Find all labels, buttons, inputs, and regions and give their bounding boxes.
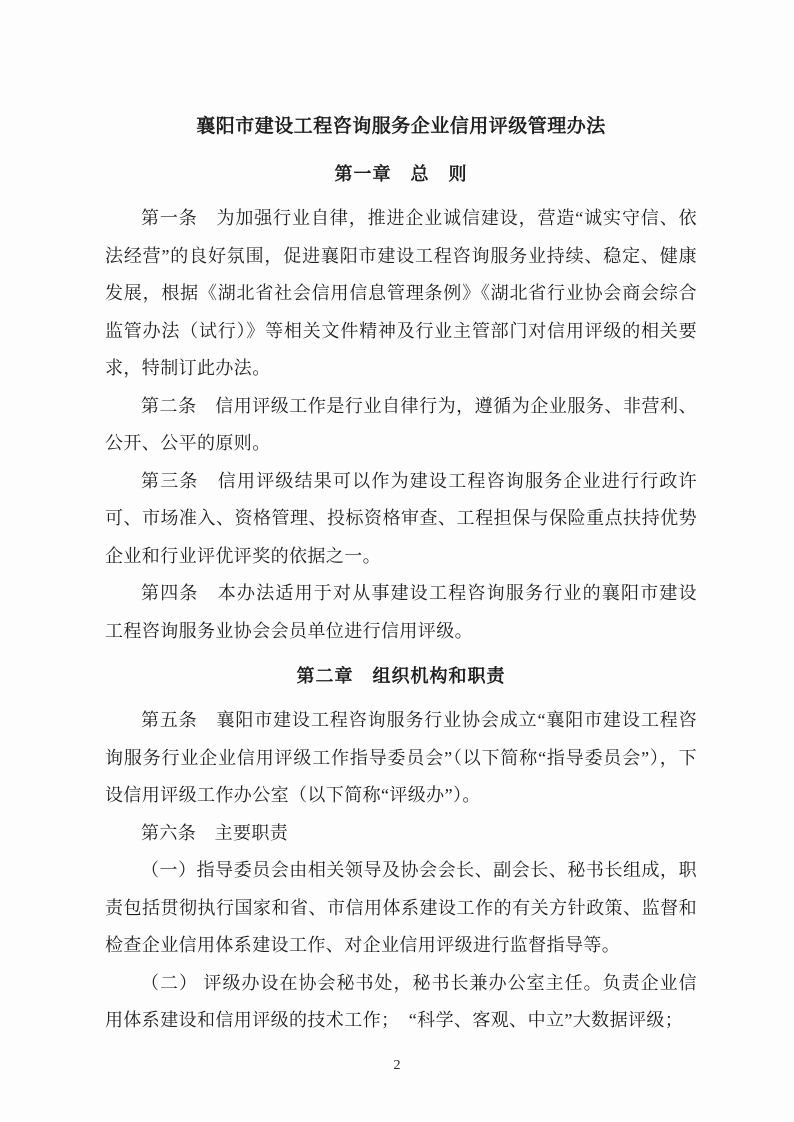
page-number: 2 <box>393 1058 401 1073</box>
article-5-paragraph: 第五条 襄阳市建设工程咨询服务行业协会成立“襄阳市建设工程咨询服务行业企业信用评级工作指导委员会”（以下简称“指导委员会”），下设信用评级工作办公室（以下简称“评级办”）。 <box>105 710 697 805</box>
article-4-paragraph: 第四条 本办法适用于对从事建设工程咨询服务行业的襄阳市建设 工程咨询服务业协会会员单位进行信用评级。 <box>105 583 697 641</box>
article-6-item-1-paragraph: （一）指导委员会由相关领导及协会会长、副会长、秘书长组成，职责包括贯彻执行国家和省、市信用体系建设工作的有关方针政策、监督和检查企业信用体系建设工作、对企业信用评级进行监督指导等。 <box>105 860 697 955</box>
article-2-paragraph: 第二条 信用评级工作是行业自律行为，遵循为企业服务、非营利、公开、公平的原则。 <box>105 395 697 453</box>
document-title: 襄阳市建设工程咨询服务企业信用评级管理办法 <box>196 116 606 137</box>
article-1-paragraph: 第一条 为加强行业自律，推进企业诚信建设，营造“诚实守信、依法经营”的良好氛围，促进襄阳市建设工程咨询服务业持续、稳定、健康发展，根据《湖北省社会信用信息管理条例》《湖北省行业协会商会综合监管办法（试行）》等相关文件精神及行业主管部门对信用评级的相关要求，特制订此办法。 <box>105 208 697 378</box>
article-3-paragraph: 第三条 信用评级结果可以作为建设工程咨询服务企业进行行政许可、市场准入、资格管理、投标资格审查、工程担保与保险重点扶持优势企业和行业评优评奖的依据之一。 <box>105 470 697 566</box>
document-content <box>105 112 697 1040</box>
article-6-item-2-paragraph: （二） 评级办设在协会秘书处，秘书长兼办公室主任。负责企业信用体系建设和信用评级的技术工作； “科学、客观、中立”大数据评级； <box>105 972 697 1030</box>
article-6-paragraph: 第六条 主要职责 <box>141 822 289 843</box>
chapter-2-heading: 第二章 组织机构和职责 <box>296 666 506 686</box>
chapter-1-heading: 第一章 总 则 <box>334 164 468 184</box>
